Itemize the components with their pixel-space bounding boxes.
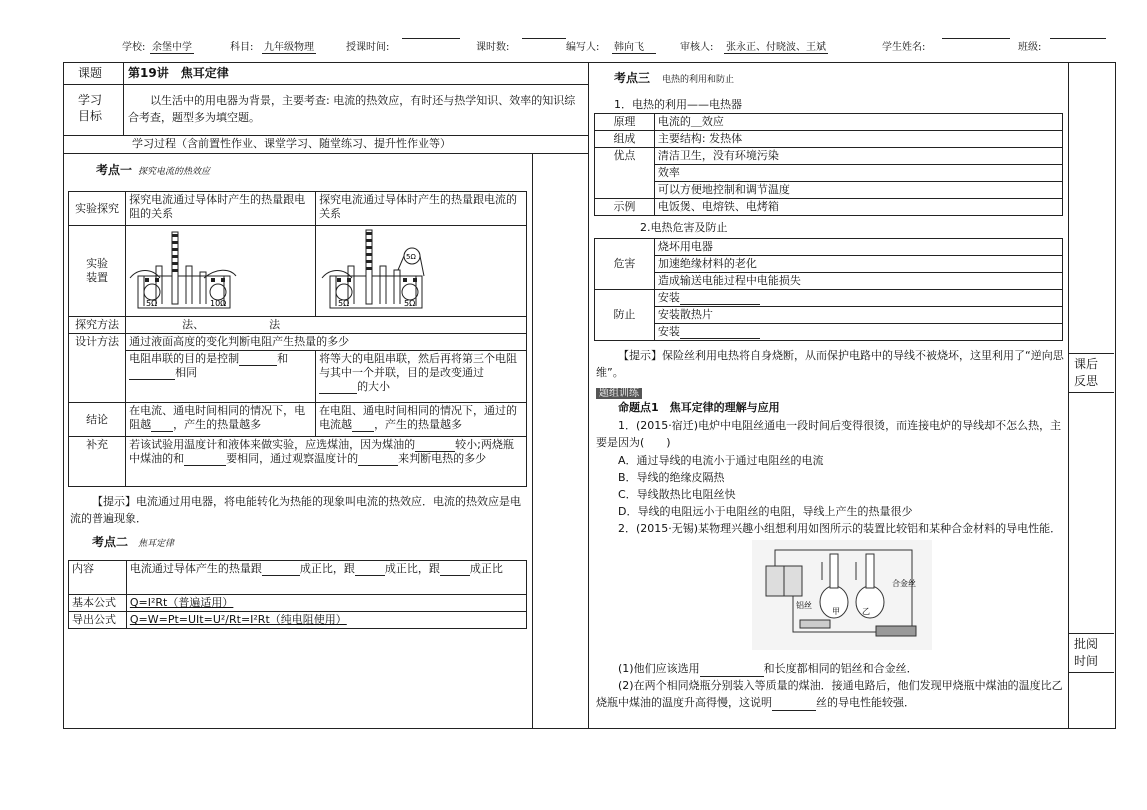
exp-row5-a [126, 351, 316, 403]
tip2 [596, 347, 1064, 381]
exp-row4-label: 设计方法 [69, 334, 126, 403]
fig-yi: 乙 [862, 607, 870, 616]
prevent-3 [654, 324, 1062, 341]
q2-2b: 丝的导电性能较强． [816, 696, 915, 709]
goal-label: 学习 目标 [78, 93, 103, 123]
exp-row5-b [316, 351, 527, 403]
side-line [1068, 353, 1114, 354]
author-label: 编写人: [566, 42, 600, 53]
kp1-title: 考点一 [96, 163, 133, 177]
section2-title: 2.电热危害及防止 [640, 221, 728, 234]
row7-2: 较小;两烧瓶中煤油的和 [129, 438, 514, 465]
divider-left [532, 153, 533, 728]
school-label: 学校: [122, 42, 146, 53]
blank[interactable] [355, 564, 385, 576]
goal-text: 以生活中的用电器为背景，主要考查: 电流的热效应，有时还与热学知识、效率的知识综合考查，题型多为填空题。 [128, 94, 576, 124]
time-label: 授课时间: [346, 42, 390, 53]
reviewer-label: 审核人: [680, 42, 714, 53]
prevent-3-text: 安装 [657, 325, 680, 338]
q2-1a: (1)他们应该选用 [618, 662, 700, 675]
heater-adv-label: 优点 [595, 148, 655, 199]
heater-principle-label: 原理 [595, 114, 655, 131]
blank[interactable] [262, 564, 300, 576]
harm-1: 烧坏用电器 [654, 239, 1062, 256]
row5-b2: 的大小 [357, 380, 391, 393]
side-line [1068, 633, 1114, 634]
law-derived: Q=W=Pt=UIt=U²/Rt=I²Rt（纯电阻使用） [126, 612, 526, 629]
heater-example: 电饭煲、电熔铁、电烤箱 [654, 199, 1062, 216]
q1-b[interactable]: B．导线的绝缘皮隔热 [618, 471, 725, 484]
review-label: 批阅 时间 [1074, 637, 1099, 668]
law-derived-label: 导出公式 [69, 612, 127, 629]
q1-c[interactable]: C．导线散热比电阻丝快 [618, 488, 736, 501]
row5-a1: 电阻串联的目的是控制 [129, 352, 240, 365]
kp1-sub: 探究电流的热效应 [138, 167, 211, 177]
student-blank[interactable] [942, 38, 1010, 39]
q2-1b: 和长度都相同的铝丝和合金丝． [763, 662, 918, 675]
tip2-label: 【提示】 [618, 349, 662, 362]
q1: 1．(2015·宿迁)电炉中电阻丝通电一段时间后变得很烫，而连接电炉的导线却不怎么热，主要是因为( ) [596, 419, 1062, 449]
process-text: 学习过程（含前置性作业、课堂学习、随堂练习、提升性作业等） [132, 137, 451, 150]
q2-1 [618, 660, 918, 677]
exp-row1-label: 实验探究 [69, 192, 126, 226]
law-c3: 成正比，跟 [384, 562, 440, 575]
apparatus-b-figure [316, 226, 522, 312]
row6-b2: ，产生的热量越多 [374, 418, 463, 431]
subject-label: 科目: [230, 42, 254, 53]
section1-title: 1．电热的利用——电热器 [614, 98, 742, 111]
heater-table [594, 113, 1063, 216]
blank[interactable] [415, 440, 455, 452]
harm-3: 造成输送电能过程中电能损失 [654, 273, 1062, 290]
method-1: 法、 [182, 318, 205, 331]
practice-tag-text: 题组训练 [596, 388, 642, 399]
prop-title: 命题点1 焦耳定律的理解与应用 [618, 401, 780, 414]
blank[interactable] [358, 454, 398, 466]
heater-adv3: 可以方便地控制和调节温度 [654, 182, 1062, 199]
reviewer-value: 张永正、付晓波、王斌 [724, 38, 828, 54]
row5-b: 将等大的电阻串联，然后再将第三个电阻与其中一个并联，目的是改变通过 [319, 352, 518, 379]
blank[interactable] [680, 327, 760, 339]
res-a2: 10Ω [210, 299, 227, 308]
row5-a2: 和 [277, 352, 289, 365]
law-content-label: 内容 [69, 561, 127, 595]
hours-label: 课时数: [476, 42, 510, 53]
student-label: 学生姓名: [882, 42, 926, 53]
divider-right [1068, 62, 1069, 728]
blank[interactable] [239, 354, 277, 366]
res-b1: 5Ω [338, 299, 350, 308]
blank[interactable] [680, 293, 760, 305]
law-content [126, 561, 526, 595]
divider-middle [588, 62, 589, 728]
row6-b1: 在电阻、通电时间相同的情况下，通过的电流越 [319, 404, 518, 431]
heater-principle: 电流的＿效应 [654, 114, 1062, 131]
blank[interactable] [184, 454, 226, 466]
tip2-text: 保险丝利用电热将自身烧断，从而保护电路中的导线不被烧坏，这里利用了“逆向思维”。 [596, 349, 1064, 379]
law-c1: 电流通过导体产生的热量跟 [129, 562, 262, 575]
law-basic: Q=I²Rt（普遍适用） [126, 595, 526, 612]
q2-2 [596, 677, 1064, 711]
fig-jia: 甲 [832, 607, 840, 616]
law-basic-label: 基本公式 [69, 595, 127, 612]
tip1 [70, 493, 528, 527]
exp-row6-a [126, 403, 316, 437]
fig-alloy: 合金丝 [892, 579, 916, 588]
tip1-text: 电流通过用电器，将电能转化为热能的现象叫电流的热效应．电流的热效应是电流的普遍现象． [70, 495, 521, 525]
apparatus-a-figure [126, 226, 312, 312]
exp-row7 [126, 437, 527, 487]
row7-1: 若该试验用温度计和液体来做实验，应选煤油，因为煤油的 [129, 438, 416, 451]
circuit-figure [752, 540, 932, 650]
row-line [63, 84, 588, 85]
blank[interactable] [129, 368, 175, 380]
row6-a2: ，产生的热量越多 [173, 418, 262, 431]
res-b3: 5Ω [406, 253, 416, 261]
kp2-sub: 焦耳定律 [138, 539, 175, 549]
label-col-line [123, 62, 124, 135]
topic-label: 课题 [78, 66, 103, 80]
heater-composition-label: 组成 [595, 131, 655, 148]
blank[interactable] [700, 665, 764, 677]
time-blank[interactable] [402, 38, 460, 39]
reflect-label: 课后 反思 [1074, 357, 1099, 388]
school-value: 余堡中学 [150, 38, 194, 54]
heater-example-label: 示例 [595, 199, 655, 216]
exp-row4: 通过液面高度的变化判断电阻产生热量的多少 [126, 334, 527, 351]
exp-row3-label: 探究方法 [69, 317, 126, 334]
exp-row6-b [316, 403, 527, 437]
kp3-title: 考点三 [614, 71, 651, 85]
blank[interactable] [319, 382, 357, 394]
prevent-2: 安装散热片 [654, 307, 1062, 324]
kp3-sub: 电热的利用和防止 [662, 75, 735, 85]
q1-a[interactable]: A．通过导线的电流小于通过电阻丝的电流 [618, 454, 824, 467]
row-line [63, 153, 588, 154]
author-value: 韩向飞 [612, 38, 656, 54]
q1-d[interactable]: D．导线的电阻远小于电阻丝的电阻，导线上产生的热量很少 [618, 505, 913, 518]
exp-row2-label: 实验 装置 [69, 226, 126, 317]
apparatus-a [126, 226, 316, 317]
practice-tag [596, 386, 642, 401]
res-a1: 5Ω [146, 299, 158, 308]
row7-4: 来判断电热的多少 [398, 452, 487, 465]
experiment-table [68, 191, 527, 487]
blank[interactable] [352, 420, 374, 432]
blank[interactable] [440, 564, 470, 576]
exp-row1-a: 探究电流通过导体时产生的热量跟电阻的关系 [126, 192, 316, 226]
law-table [68, 560, 527, 629]
topic-value: 第19讲 焦耳定律 [128, 66, 229, 80]
fig-al: 铝丝 [796, 601, 812, 610]
prevent-1 [654, 290, 1062, 307]
exp-row7-label: 补充 [69, 437, 126, 487]
blank[interactable] [772, 699, 816, 711]
apparatus-b [316, 226, 527, 317]
method-2: 法 [269, 318, 281, 331]
header-bar [0, 38, 1147, 54]
prevent-1-text: 安装 [657, 291, 680, 304]
row7-3: 要相同，通过观察温度计的 [226, 452, 359, 465]
tip1-label: 【提示】 [92, 495, 136, 508]
exp-row1-b: 探究电流通过导体时产生的热量跟电流的关系 [316, 192, 527, 226]
heater-adv2: 效率 [654, 165, 1062, 182]
harm-label: 危害 [595, 239, 655, 290]
q2-2-text: (2)在两个相同烧瓶分别装入等质量的煤油．接通电路后，他们发现甲烧瓶中煤油的温度比乙烧瓶中煤油的温度升高得慢，这说明 [596, 679, 1063, 709]
class-blank[interactable] [1050, 38, 1106, 39]
side-line [1068, 392, 1114, 393]
exp-row6-label: 结论 [69, 403, 126, 437]
exp-row3 [126, 317, 527, 334]
res-b2: 5Ω [404, 299, 416, 308]
q2: 2．(2015·无锡)某物理兴趣小组想利用如图所示的装置比较铝和某种合金材料的导电性能． [618, 522, 1062, 535]
prevent-label: 防止 [595, 290, 655, 341]
blank[interactable] [151, 420, 173, 432]
heater-adv1: 清洁卫生，没有环境污染 [654, 148, 1062, 165]
kp2-title: 考点二 [92, 535, 129, 549]
hours-blank[interactable] [522, 38, 566, 39]
subject-value: 九年级物理 [262, 38, 316, 54]
row-line [63, 135, 588, 136]
class-label: 班级: [1018, 42, 1042, 53]
harm-table [594, 238, 1063, 341]
side-line [1068, 672, 1114, 673]
row6-a1: 在电流、通电时间相同的情况下，电阻越 [129, 404, 306, 431]
harm-2: 加速绝缘材料的老化 [654, 256, 1062, 273]
law-c4: 成正比 [469, 562, 503, 575]
law-c2: 成正比，跟 [299, 562, 355, 575]
row5-a3: 相同 [175, 366, 198, 379]
heater-composition: 主要结构: 发热体 [654, 131, 1062, 148]
